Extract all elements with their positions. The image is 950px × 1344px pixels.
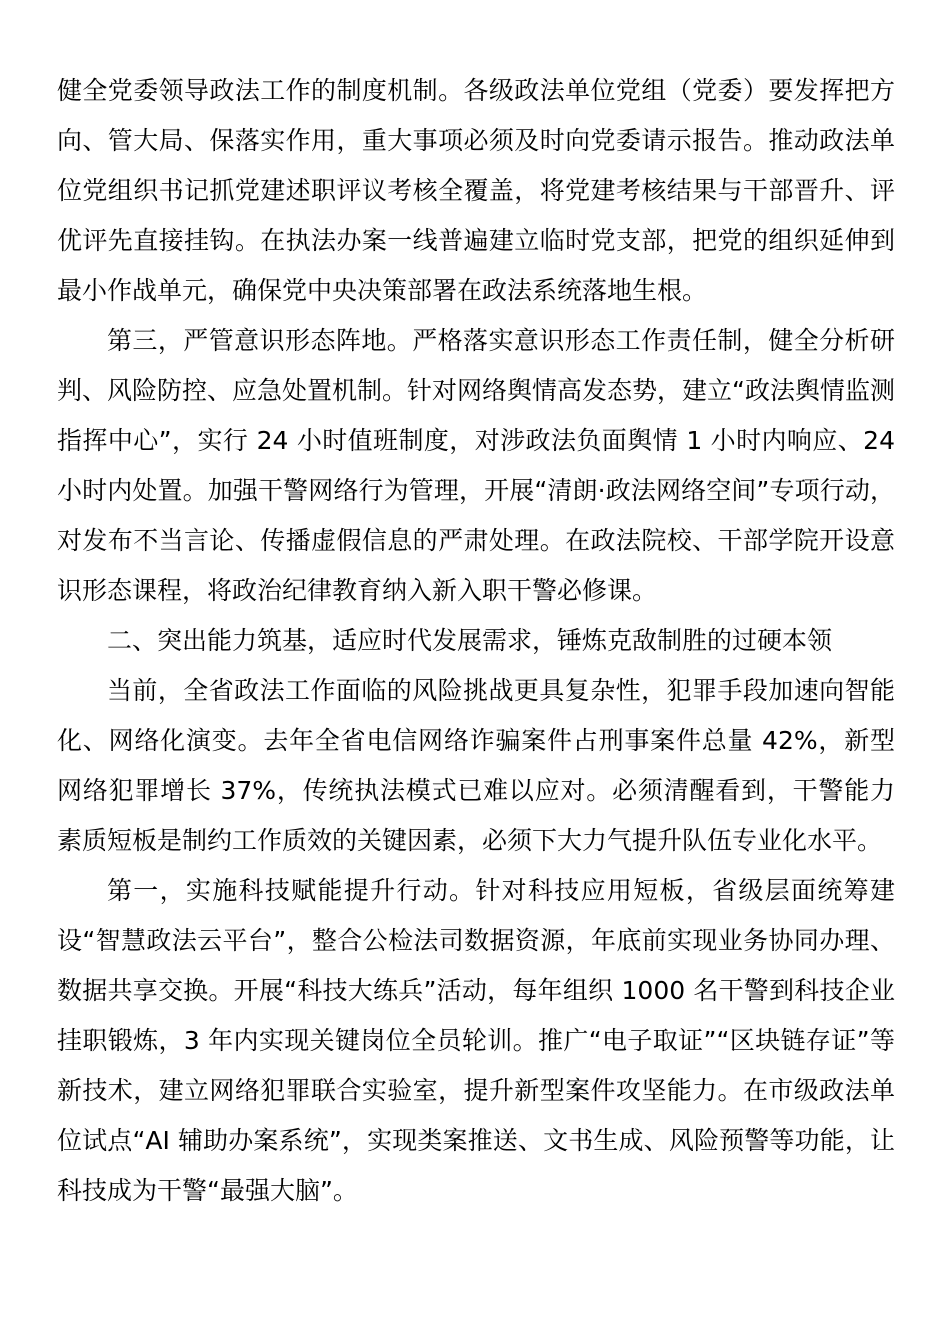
document-page — [57, 66, 895, 1216]
paragraph-current-risks: 当前，全省政法工作面临的风险挑战更具复杂性，犯罪手段加速向智能化、网络化演变。去年全省电信网络诈骗案件占刑事案件总量 42%，新型网络犯罪增长 37%，传统执法模式已难以应对。必须清醒看到，干警能力素质短板是制约工作质效的关键因素，必须下大力气提升队伍专业化水平。 — [57, 676, 895, 855]
paragraph-tech-empowerment: 第一，实施科技赋能提升行动。针对科技应用短板，省级层面统筹建设“智慧政法云平台”，整合公检法司数据资源，年底前实现业务协同办理、数据共享交换。开展“科技大练兵”活动，每年组织 1000 名干警到科技企业挂职锻炼，3 年内实现关键岗位全员轮训。推广“电子取证”“区块链存证”等新技术，建立网络犯罪联合实验室，提升新型案件攻坚能力。在市级政法单位试点“AI 辅助办案系统”，实现类案推送、文书生成、风险预警等功能，让科技成为干警“最强大脑”。 — [57, 876, 895, 1205]
section-heading-capability: 二、突出能力筑基，适应时代发展需求，锤炼克敌制胜的过硬本领 — [107, 626, 833, 655]
paragraph-party-committee-mechanism: 健全党委领导政法工作的制度机制。各级政法单位党组（党委）要发挥把方向、管大局、保落实作用，重大事项必须及时向党委请示报告。推动政法单位党组织书记抓党建述职评议考核全覆盖，将党建考核结果与干部晋升、评优评先直接挂钩。在执法办案一线普遍建立临时党支部，把党的组织延伸到最小作战单元，确保党中央决策部署在政法系统落地生根。 — [57, 76, 895, 305]
paragraph-ideology-position: 第三，严管意识形态阵地。严格落实意识形态工作责任制，健全分析研判、风险防控、应急处置机制。针对网络舆情高发态势，建立“政法舆情监测指挥中心”，实行 24 小时值班制度，对涉政法负面舆情 1 小时内响应、24 小时内处置。加强干警网络行为管理，开展“清朗·政法网络空间”专项行动，对发布不当言论、传播虚假信息的严肃处理。在政法院校、干部学院开设意识形态课程，将政治纪律教育纳入新入职干警必修课。 — [57, 326, 895, 605]
